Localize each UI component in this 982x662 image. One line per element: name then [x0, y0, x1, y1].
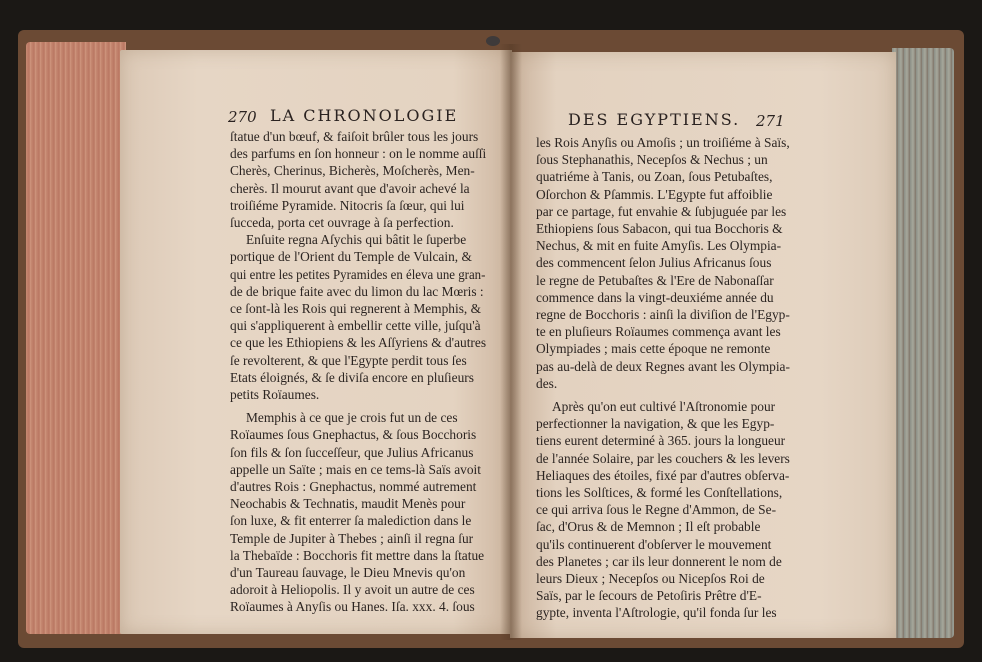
text-line: ſe revolterent, & que l'Egypte perdit tous ſes: [230, 352, 467, 368]
text-line: Heliaques des étoiles, fixé par d'autres obſerva-: [536, 467, 790, 483]
text-line: Temple de Jupiter à Thebes ; ainſi il regna ſur: [230, 530, 474, 546]
text-line: le regne de Petubaſtes & l'Ere de Nabonaſſar: [536, 272, 774, 288]
text-line: ſous Stephanathis, Necepſos & Nechus ; un: [536, 152, 768, 168]
text-line: des commencent ſelon Julius Africanus ſous: [536, 255, 772, 271]
text-line: Ethiopiens ſous Sabacon, qui tua Bocchoris &: [536, 221, 783, 237]
text-line: Memphis à ce que je crois fut un de ces: [246, 410, 458, 426]
book-gutter: [500, 44, 522, 640]
text-line: d'un Taureau ſauvage, le Dieu Mnevis qu'on: [230, 565, 466, 581]
text-line: la Thebaïde : Bocchoris fit mettre dans la ſtatue: [230, 547, 485, 563]
bookmark-knob: [486, 36, 500, 46]
text-line: adoroit à Heliopolis. Il y avoit un autre de ces: [230, 582, 475, 598]
text-line: cherès. Il mourut avant que d'avoir achevé la: [230, 180, 470, 196]
text-line: des.: [536, 375, 558, 391]
right-page-number: 271: [756, 112, 785, 130]
text-line: tiens eurent determiné à 365. jours la longueur: [536, 433, 786, 449]
text-line: Oſorchon & Pſammis. L'Egypte fut affoiblie: [536, 186, 773, 202]
text-line: ce que les Ethiopiens & les Aſſyriens & d'autres: [230, 335, 487, 351]
text-line: Saïs, par le ſecours de Petoſiris Prêtre d'E-: [536, 588, 762, 604]
text-line: d'autres Rois : Gnephactus, nommé autrement: [230, 479, 477, 495]
text-line: quatriéme à Tanis, ou Zoan, ſous Petubaſtes,: [536, 169, 773, 185]
text-line: troiſiéme Pyramide. Nitocris ſa ſœur, qui lui: [230, 197, 465, 213]
right-running-header: DES EGYPTIENS.: [568, 110, 741, 129]
text-line: regne de Bocchoris : ainſi la diviſion de l'Egyp-: [536, 307, 790, 323]
text-line: commence dans la vingt-deuxiéme année du: [536, 289, 774, 305]
left-body-text: [230, 128, 486, 616]
text-line: Cherès, Cherinus, Bicherès, Moſcherès, Men-: [230, 163, 475, 179]
text-line: Nechus, & mit en fuite Amyſis. Les Olympia-: [536, 238, 782, 254]
right-body-text: [536, 134, 790, 622]
text-line: Enſuite regna Aſychis qui bâtit le ſuperbe: [246, 232, 467, 248]
text-line: pas au-delà de deux Regnes avant les Olympia-: [536, 358, 790, 374]
text-line: de de brique faite avec du limon du lac Mœris :: [230, 283, 484, 299]
text-line: de l'année Solaire, par les couchers & les levers: [536, 450, 790, 466]
text-line: petits Roïaumes.: [230, 387, 320, 403]
left-page-edges: [26, 42, 126, 634]
right-page-edges: [892, 48, 954, 638]
text-line: perfectionner la navigation, & que les Egyp-: [536, 416, 775, 432]
text-line: par ce partage, fut envahie & ſubjuguée par les: [536, 203, 787, 219]
text-line: Etats éloignés, & ſe diviſa encore en pluſieurs: [230, 369, 474, 385]
text-line: Neochabis & Technatis, maudit Menès pour: [230, 496, 466, 512]
text-line: des parfums en ſon honneur : on le nomme auſſi: [230, 146, 487, 162]
text-line: Roïaumes ſous Gnephactus, & ſous Bocchoris: [230, 427, 477, 443]
text-line: ce ſont-là les Rois qui regnerent à Memphis, &: [230, 301, 482, 317]
text-line: leurs Dieux ; Necepſos ou Nicepſos Roi de: [536, 571, 765, 587]
text-line: gypte, inventa l'Aſtrologie, qu'il fonda ſur les: [536, 605, 777, 621]
text-line: tions les Solſtices, & formé les Conſtellations,: [536, 485, 783, 501]
text-line: qu'ils continuerent d'obſerver le mouvement: [536, 536, 772, 552]
text-line: ſon luxe, & fit enterrer ſa malediction dans le: [230, 513, 472, 529]
text-line: Olympiades ; mais cette époque ne remonte: [536, 341, 771, 357]
text-line: ſac, d'Orus & de Memnon ; Il eſt probable: [536, 519, 761, 535]
text-line: Roïaumes à Anyſis ou Hanes. Iſa. xxx. 4. ſous: [230, 599, 475, 615]
text-line: des Planetes ; car ils leur donnerent le nom de: [536, 553, 782, 569]
text-line: ſon fils & ſon ſucceſſeur, que Julius Africanus: [230, 444, 474, 460]
text-line: appelle un Saïte ; mais en ce tems-là Saïs avoit: [230, 461, 482, 477]
text-line: qui entre les petites Pyramides en éleva une gran-: [230, 266, 486, 282]
text-line: qui s'appliquerent à embellir cette ville, juſqu'à: [230, 318, 481, 334]
text-line: les Rois Anyſis ou Amoſis ; un troiſiéme à Saïs,: [536, 135, 790, 150]
text-line: portique de l'Orient du Temple de Vulcain, &: [230, 249, 472, 265]
left-running-header: LA CHRONOLOGIE: [270, 106, 459, 125]
text-line: ſtatue d'un bœuf, & faiſoit brûler tous les jours: [230, 129, 479, 144]
text-line: te en pluſieurs Roïaumes commença avant les: [536, 324, 781, 340]
text-line: ſucceda, porta cet ouvrage à ſa perfection.: [230, 215, 454, 231]
text-line: ce qui arriva ſous le Regne d'Ammon, de Se-: [536, 502, 777, 518]
left-page-number: 270: [228, 108, 257, 126]
text-line: Après qu'on eut cultivé l'Aſtronomie pour: [552, 399, 776, 415]
